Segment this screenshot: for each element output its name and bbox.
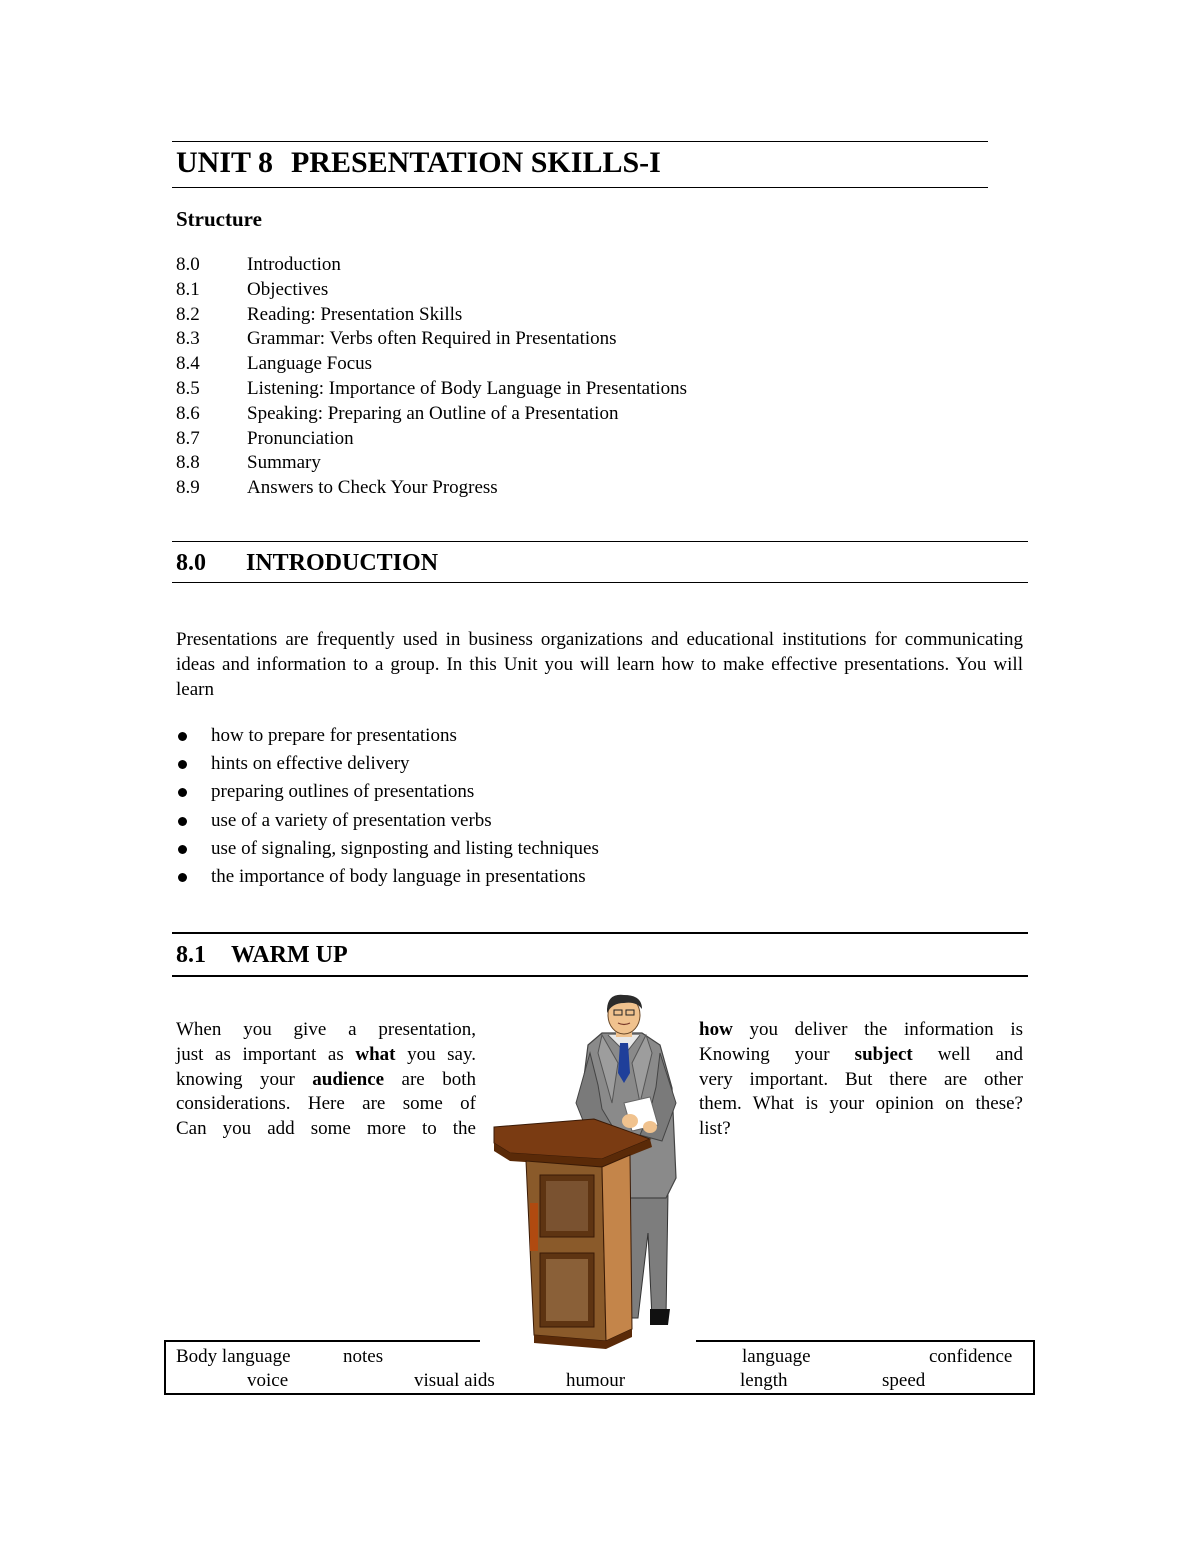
word-humour: humour <box>566 1370 626 1391</box>
structure-item <box>176 278 687 303</box>
title-top-rule <box>172 141 988 142</box>
warmup-right-line: them. What is your opinion on these? <box>699 1093 1023 1115</box>
warmup-right-line: very important. But there are other <box>699 1068 1023 1090</box>
speaker-at-podium-illustration <box>490 993 680 1349</box>
warmup-heading-num: 8.1 <box>176 942 206 968</box>
word-language: language <box>742 1346 811 1367</box>
structure-item-num: 8.1 <box>176 278 200 300</box>
bullet-item: hints on effective delivery <box>176 750 599 778</box>
intro-paragraph: Presentations are frequently used in business organizations and educational institutions for communicating ideas and information to a group. In this Unit you will learn how to make effective presentations. You will learn <box>176 629 1023 700</box>
structure-item-label: Summary <box>247 452 321 474</box>
bullet-item: the importance of body language in presentations <box>176 863 599 891</box>
structure-item <box>176 327 687 352</box>
warmup-left-line: Can you add some more to the <box>176 1118 476 1140</box>
structure-item-label: Speaking: Preparing an Outline of a Presentation <box>247 402 619 424</box>
structure-item-num: 8.4 <box>176 353 200 375</box>
structure-item-num: 8.7 <box>176 427 200 449</box>
structure-item-num: 8.5 <box>176 377 200 399</box>
warmup-top-rule <box>172 932 1028 934</box>
word-length: length <box>740 1370 788 1391</box>
warmup-left-line: considerations. Here are some of <box>176 1093 476 1115</box>
bullet-item: use of signaling, signposting and listing techniques <box>176 835 599 863</box>
unit-number: UNIT 8 <box>176 146 273 179</box>
structure-item-label: Reading: Presentation Skills <box>247 303 463 325</box>
structure-item-num: 8.2 <box>176 303 200 325</box>
learning-bullets <box>176 722 599 891</box>
structure-item <box>176 476 687 501</box>
structure-item-num: 8.0 <box>176 254 200 275</box>
warmup-left-column <box>176 1018 476 1142</box>
structure-item-num: 8.6 <box>176 402 200 424</box>
structure-item <box>176 427 687 452</box>
warmup-bottom-rule <box>172 975 1028 977</box>
structure-item-label: Answers to Check Your Progress <box>247 477 498 499</box>
structure-item-label: Pronunciation <box>247 427 354 449</box>
structure-item <box>176 253 687 278</box>
structure-list <box>176 253 687 501</box>
structure-item-label: Introduction <box>247 254 341 275</box>
intro-top-rule <box>172 541 1028 542</box>
intro-heading-num: 8.0 <box>176 550 206 576</box>
bullet-item: preparing outlines of presentations <box>176 778 599 806</box>
intro-heading <box>176 550 438 577</box>
warmup-left-line: When you give a presentation, <box>176 1019 476 1040</box>
word-voice: voice <box>247 1370 289 1391</box>
structure-item-num: 8.3 <box>176 328 200 350</box>
structure-item-num: 8.8 <box>176 452 200 474</box>
warmup-heading <box>176 942 348 969</box>
bullet-item: how to prepare for presentations <box>176 722 599 750</box>
structure-item-label: Listening: Importance of Body Language in Presentations <box>247 377 688 399</box>
warmup-right-column <box>699 1018 1023 1142</box>
word-notes: notes <box>343 1346 384 1367</box>
structure-label: Structure <box>176 207 262 231</box>
structure-item <box>176 377 687 402</box>
word-speed: speed <box>882 1370 926 1391</box>
structure-item <box>176 451 687 476</box>
structure-item-num: 8.9 <box>176 477 200 499</box>
warmup-right-line: Knowing your subject well and <box>699 1043 1023 1065</box>
structure-item-label: Grammar: Verbs often Required in Presentations <box>247 328 617 350</box>
warmup-right-line: list? <box>699 1118 731 1140</box>
word-visual-aids: visual aids <box>414 1370 495 1391</box>
warmup-left-line: just as important as what you say. <box>176 1043 477 1065</box>
intro-bottom-rule <box>172 582 1028 583</box>
word-confidence: confidence <box>929 1346 1013 1367</box>
word-body-language: Body language <box>176 1346 291 1367</box>
warmup-heading-text: WARM UP <box>231 942 348 968</box>
structure-item <box>176 352 687 377</box>
intro-heading-text: INTRODUCTION <box>246 550 439 576</box>
warmup-left-line: knowing your audience are both <box>176 1068 476 1090</box>
structure-item <box>176 402 687 427</box>
title-bottom-rule <box>172 187 988 188</box>
structure-item-label: Objectives <box>247 278 329 300</box>
unit-title <box>176 146 661 180</box>
structure-item-label: Language Focus <box>247 353 373 375</box>
structure-item <box>176 303 687 328</box>
bullet-item: use of a variety of presentation verbs <box>176 807 599 835</box>
warmup-right-line: how you deliver the information is <box>699 1019 1023 1040</box>
unit-title-text: PRESENTATION SKILLS-I <box>290 146 661 179</box>
